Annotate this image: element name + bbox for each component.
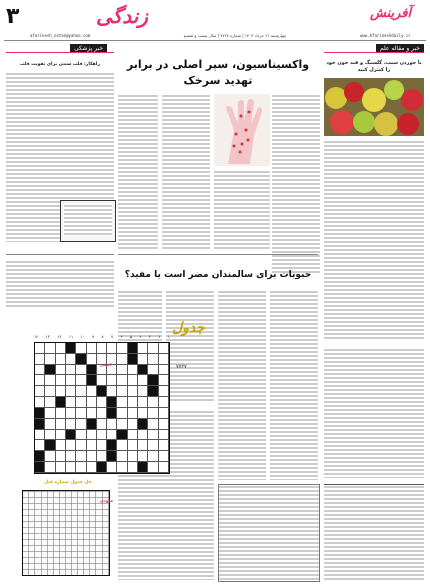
vaccine-photo: [214, 94, 270, 166]
crossword-cell[interactable]: [128, 451, 138, 462]
crossword-cell[interactable]: [87, 354, 97, 365]
crossword-cell[interactable]: [97, 397, 107, 408]
crossword-cell[interactable]: [35, 343, 45, 354]
fruit-photo: [324, 78, 424, 136]
crossword-cell[interactable]: [56, 462, 66, 473]
crossword-cell[interactable]: [56, 375, 66, 386]
crossword-cell[interactable]: [138, 451, 148, 462]
crossword-cell[interactable]: [35, 451, 45, 462]
vaccine-article-col-1: [214, 170, 270, 250]
crossword-cell[interactable]: [148, 375, 158, 386]
crossword-cell[interactable]: [76, 397, 86, 408]
crossword-cell[interactable]: [35, 397, 45, 408]
crossword-cell[interactable]: [66, 430, 76, 441]
crossword-cell[interactable]: [45, 375, 55, 386]
crossword-cell[interactable]: [87, 343, 97, 354]
fruit-article-text-2: [272, 94, 320, 274]
crossword-cell[interactable]: [66, 386, 76, 397]
crossword-cell[interactable]: [107, 430, 117, 441]
elderly-headline: حبوبات برای سالمندان مضر است یا مفید؟: [124, 270, 312, 280]
crossword-cell[interactable]: [117, 386, 127, 397]
crossword-cell[interactable]: [117, 397, 127, 408]
crossword-cell[interactable]: [148, 440, 158, 451]
crossword-cell[interactable]: [138, 354, 148, 365]
crossword-cell[interactable]: [117, 354, 127, 365]
crossword-cell[interactable]: [45, 354, 55, 365]
puzzle-number: ۷۷۲۷: [176, 364, 187, 370]
crossword-cell[interactable]: [128, 343, 138, 354]
crossword-cell[interactable]: [66, 365, 76, 376]
crossword-cell[interactable]: [35, 375, 45, 386]
solution-title: حل جدول شماره قبل: [44, 480, 92, 485]
fruit-article-text: [324, 140, 424, 340]
crossword-cell[interactable]: [148, 451, 158, 462]
crossword-cell[interactable]: [97, 419, 107, 430]
crossword-cell[interactable]: [56, 343, 66, 354]
crossword-cell[interactable]: [45, 440, 55, 451]
elderly-article-col-3: [166, 290, 214, 402]
crossword-cell[interactable]: [66, 408, 76, 419]
crossword-cell[interactable]: [45, 343, 55, 354]
crossword-cell[interactable]: [159, 430, 169, 441]
crossword-cell[interactable]: [138, 375, 148, 386]
crossword-cell[interactable]: [56, 451, 66, 462]
clues-label-down: عمودی: [100, 498, 114, 503]
crossword-cell[interactable]: [128, 430, 138, 441]
crossword-cell[interactable]: [159, 462, 169, 473]
crossword-cell[interactable]: [138, 440, 148, 451]
crossword-cell[interactable]: [66, 354, 76, 365]
crossword-cell[interactable]: [76, 365, 86, 376]
crossword-cell[interactable]: [87, 462, 97, 473]
crossword-cell[interactable]: [128, 419, 138, 430]
crossword-cell[interactable]: [76, 343, 86, 354]
crossword-cell[interactable]: [107, 451, 117, 462]
crossword-cell[interactable]: [56, 419, 66, 430]
crossword-cell[interactable]: [148, 365, 158, 376]
crossword-cell[interactable]: [87, 430, 97, 441]
right-bottom-article: [324, 484, 424, 581]
crossword-cell[interactable]: [87, 365, 97, 376]
crossword-cell[interactable]: [159, 365, 169, 376]
vaccine-article-col-2: [162, 94, 210, 250]
crossword-cell[interactable]: [97, 462, 107, 473]
science-section-bar: [324, 52, 424, 53]
crossword-cell[interactable]: [87, 408, 97, 419]
crossword-cell[interactable]: [107, 440, 117, 451]
crossword-cell[interactable]: [128, 365, 138, 376]
crossword-cell[interactable]: [138, 397, 148, 408]
crossword-cell[interactable]: [159, 343, 169, 354]
crossword-cell[interactable]: [45, 419, 55, 430]
puzzle-title: جدول: [172, 320, 205, 336]
crossword-cell[interactable]: [117, 451, 127, 462]
logo-right: آفرینش: [370, 6, 412, 21]
crossword-cell[interactable]: [148, 354, 158, 365]
crossword-cell[interactable]: [56, 386, 66, 397]
crossword-cell[interactable]: [76, 451, 86, 462]
vaccine-headline-line-1: واکسیناسیون، سپر اصلی در برابر: [126, 58, 310, 71]
crossword-cell[interactable]: [87, 375, 97, 386]
crossword-cell[interactable]: [76, 375, 86, 386]
crossword-cell[interactable]: [148, 397, 158, 408]
crossword-cell[interactable]: [97, 440, 107, 451]
crossword-cell[interactable]: [159, 419, 169, 430]
crossword-cell[interactable]: [35, 408, 45, 419]
crossword-cell[interactable]: [117, 462, 127, 473]
crossword-cell[interactable]: [66, 397, 76, 408]
crossword-cell[interactable]: [45, 462, 55, 473]
crossword-cell[interactable]: [138, 408, 148, 419]
crossword-cell[interactable]: [76, 408, 86, 419]
crossword-cell[interactable]: [56, 440, 66, 451]
crossword-cell[interactable]: [45, 430, 55, 441]
crossword-cell[interactable]: [138, 419, 148, 430]
crossword-cell[interactable]: [97, 430, 107, 441]
crossword-cell[interactable]: [76, 462, 86, 473]
crossword-cell[interactable]: [76, 386, 86, 397]
crossword-cell[interactable]: [45, 451, 55, 462]
crossword-cell[interactable]: [56, 365, 66, 376]
crossword-cell[interactable]: [107, 462, 117, 473]
crossword-cell[interactable]: [107, 386, 117, 397]
crossword-cell[interactable]: [117, 419, 127, 430]
crossword-cell[interactable]: [128, 408, 138, 419]
clues-label-across: افقی: [100, 362, 111, 367]
crossword-cell[interactable]: [35, 430, 45, 441]
masthead-rule: [4, 40, 426, 41]
crossword-cell[interactable]: [87, 397, 97, 408]
solution-grid: [22, 490, 110, 576]
crossword-cell[interactable]: [76, 440, 86, 451]
crossword-cell[interactable]: [128, 386, 138, 397]
crossword-cell[interactable]: [87, 451, 97, 462]
crossword-cell[interactable]: [159, 397, 169, 408]
elderly-article-col-2: [218, 290, 266, 480]
crossword-cell[interactable]: [128, 440, 138, 451]
crossword-cell[interactable]: [117, 408, 127, 419]
puzzle-column-numbers: ۱۴ ۱۳ ۱۲ ۱۱ ۱۰ ۹ ۸ ۷ ۶ ۵ ۴ ۳ ۲ ۱: [34, 334, 170, 339]
url-left: afarinesh_ostan@yahoo.com: [30, 33, 91, 38]
left-rule: [6, 254, 114, 255]
crossword-cell[interactable]: [107, 408, 117, 419]
crossword-cell[interactable]: [138, 386, 148, 397]
crossword-cell[interactable]: [148, 408, 158, 419]
crossword-cell[interactable]: [159, 440, 169, 451]
crossword-cell[interactable]: [35, 354, 45, 365]
crossword-cell[interactable]: [159, 451, 169, 462]
crossword-cell[interactable]: [138, 343, 148, 354]
url-right: www.Afarineshdaily.ir: [360, 33, 411, 38]
crossword-cell[interactable]: [97, 451, 107, 462]
vaccine-bottom-rule: [118, 254, 318, 255]
health-subheadline: راهکار: قلب سنتی برای تقویت قلب: [20, 62, 100, 67]
crossword-cell[interactable]: [35, 386, 45, 397]
left-info-box: [60, 200, 116, 242]
issue-line: چهارشنبه ۲۱ خرداد ۱۴۰۴ | شماره ۷۷۲۷ | سال بیست و ششم: [183, 33, 287, 38]
crossword-cell[interactable]: [148, 343, 158, 354]
crossword-cell[interactable]: [117, 440, 127, 451]
crossword-cell[interactable]: [128, 462, 138, 473]
crossword-cell[interactable]: [117, 375, 127, 386]
crossword-cell[interactable]: [107, 375, 117, 386]
crossword-cell[interactable]: [56, 430, 66, 441]
vaccine-headline-line-2: تهدید سرخک: [183, 74, 253, 87]
crossword-cell[interactable]: [138, 430, 148, 441]
crossword-cell[interactable]: [66, 440, 76, 451]
crossword-cell[interactable]: [66, 375, 76, 386]
crossword-cell[interactable]: [128, 375, 138, 386]
crossword-cell[interactable]: [117, 365, 127, 376]
crossword-cell[interactable]: [148, 462, 158, 473]
crossword-cell[interactable]: [107, 397, 117, 408]
crossword-cell[interactable]: [66, 451, 76, 462]
crossword-cell[interactable]: [76, 430, 86, 441]
crossword-cell[interactable]: [97, 408, 107, 419]
crossword-cell[interactable]: [35, 365, 45, 376]
crossword-cell[interactable]: [148, 430, 158, 441]
crossword-cell[interactable]: [159, 386, 169, 397]
crossword-cell[interactable]: [148, 386, 158, 397]
crossword-cell[interactable]: [56, 354, 66, 365]
science-section-tab: خبر و مقاله علم: [376, 44, 424, 53]
crossword-cell[interactable]: [56, 397, 66, 408]
logo-center: زندگی: [96, 4, 148, 28]
crossword-cell[interactable]: [87, 419, 97, 430]
crossword-cell[interactable]: [128, 354, 138, 365]
crossword-cell[interactable]: [97, 386, 107, 397]
crossword-cell[interactable]: [138, 365, 148, 376]
crossword-cell[interactable]: [76, 419, 86, 430]
crossword-cell[interactable]: [97, 375, 107, 386]
fruit-caption: با خوردن سیب، گلسنگ و قند خون خود را کنترل کنید: [326, 60, 422, 73]
crossword-cell[interactable]: [128, 397, 138, 408]
crossword-cell[interactable]: [159, 375, 169, 386]
health-section-tab: خبر پزشکی: [70, 44, 107, 53]
crossword-cell[interactable]: [159, 354, 169, 365]
crossword-cell[interactable]: [107, 419, 117, 430]
crossword-cell[interactable]: [76, 354, 86, 365]
crossword-cell[interactable]: [45, 386, 55, 397]
crossword-cell[interactable]: [66, 343, 76, 354]
crossword-cell[interactable]: [87, 386, 97, 397]
health-section-bar: [6, 52, 114, 53]
center-box-bottom: [218, 484, 320, 582]
left-lower-text: [6, 260, 114, 308]
elderly-article-col-1: [270, 290, 318, 480]
crossword-cell[interactable]: [138, 462, 148, 473]
crossword-cell[interactable]: [66, 462, 76, 473]
crossword-cell[interactable]: [159, 408, 169, 419]
crossword-cell[interactable]: [45, 408, 55, 419]
crossword-cell[interactable]: [97, 343, 107, 354]
crossword-cell[interactable]: [117, 430, 127, 441]
page-number: ۳: [6, 4, 20, 29]
crossword-cell[interactable]: [35, 440, 45, 451]
crossword-cell[interactable]: [107, 343, 117, 354]
crossword-cell[interactable]: [66, 419, 76, 430]
crossword-cell[interactable]: [56, 408, 66, 419]
crossword-cell[interactable]: [35, 462, 45, 473]
crossword-cell[interactable]: [148, 419, 158, 430]
vaccine-article-col-3: [118, 94, 158, 250]
masthead: [0, 0, 430, 48]
crossword-cell[interactable]: [35, 419, 45, 430]
crossword-cell[interactable]: [87, 440, 97, 451]
crossword-cell[interactable]: [45, 365, 55, 376]
crossword-cell[interactable]: [117, 343, 127, 354]
fruit-article-text-3: [324, 348, 424, 478]
crossword-cell[interactable]: [45, 397, 55, 408]
